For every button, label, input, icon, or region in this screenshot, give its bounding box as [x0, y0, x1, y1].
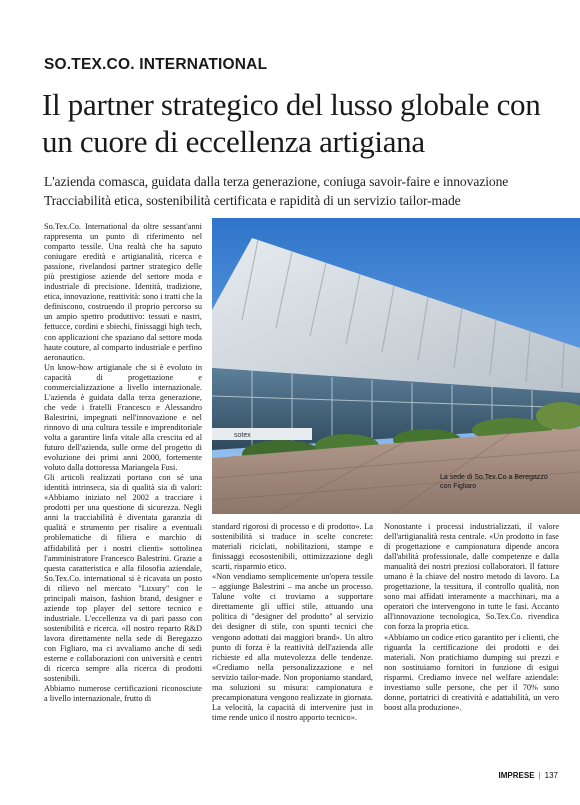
- article-column-3: [384, 522, 559, 713]
- headquarters-photo: [212, 218, 580, 514]
- standfirst: [44, 172, 569, 210]
- article-column-1: [44, 222, 202, 704]
- paragraph: standard rigorosi di processo e di prodotto». La sostenibilità si traduce in scelte concrete: materiali riciclati, nobilitazioni, stampe e finissaggi ecosostenibili, ottimizzazione degli scarti, risparmio etico.: [212, 522, 373, 572]
- kicker: SO.TEX.CO. INTERNATIONAL: [44, 56, 268, 73]
- standfirst-line-1: L'azienda comasca, guidata dalla terza generazione, coniuga savoir-faire e innovazione: [44, 174, 509, 189]
- standfirst-line-2: Tracciabilità etica, sostenibilità certificata e rapidità di un servizio tailor-made: [44, 193, 461, 208]
- article-column-2: [212, 522, 373, 723]
- page-number: 137: [544, 771, 558, 780]
- paragraph: «Non vendiamo semplicemente un'opera tessile – aggiunge Balestrini – ma anche un processo. Talune volte ci troviamo a supportare direttamente gli uffici stile, attuando una politica di "designer del prodotto" al servizio dei designer di stile, con spunti tecnici che vengono adottati dai maggiori brand». Un altro punto di forza è la reattività dell'azienda alle richieste ed alla mutevolezza delle tendenze. «Crediamo nella personalizzazione e nel servizio tailor-made. Non proponiamo standard, ma soluzioni su misura: campionatura e precampionatura vengono realizzate in giornata. La velocità, la capacità di intervenire just in time rende unico il nostro apporto tecnico».: [212, 572, 373, 722]
- paragraph: Abbiamo numerose certificazioni riconosciute a livello internazionale, frutto di: [44, 684, 202, 704]
- footer-separator: |: [538, 771, 541, 780]
- building-sign: sotex: [234, 432, 251, 439]
- paragraph: So.Tex.Co. International da oltre sessant'anni rappresenta un punto di riferimento nel comparto tessile. Una realtà che ha saputo coniugare eredità e artigianalità, ricerca e passione, rivelandosi partner strategico delle più prestigiose aziende del settore moda e industriale di precisione. Identità, tradizione, etica, innovazione, reattività: sono i tratti che la definiscono, costruendo il proprio percorso su un ampio spettro produttivo: tessuti e nastri, fettucce, cordini e sbiechi, finissaggi high tech, con applicazioni che spaziano dal settore moda haute couture, al comparto industriale e perfino aeronautico.: [44, 222, 202, 362]
- paragraph: Un know-how artigianale che si è evoluto in capacità di progettazione e commercializzazione a livello internazionale. L'azienda è guidata dalla terza generazione, che vede i fratelli Francesco e Alessandro Balestrini, impegnati nell'innovazione e nel rinnovo di una cultura tessile e imprenditoriale volta a garantire linfa vitale alla crescita ed al futuro dell'azienda, sulle orme del progetto di evoluzione dei primi anni 2000, fortemente voluto dalla dottoressa Mariangela Fusi.: [44, 362, 202, 473]
- headline: Il partner strategico del lusso globale con un cuore di eccellenza artigiana: [42, 87, 541, 159]
- paragraph: Nonostante i processi industrializzati, il valore dell'artigianalità resta centrale. «Un prodotto in fase di progettazione e campionatura dipende ancora dall'abilità professionale, dalle competenze e dalla manualità dei nostri preziosi collaboratori. Il fattore umano è la chiave del nostro metodo di lavoro. La progettazione, la tessitura, il controllo qualità, non sono mai affidati interamente a macchinari, ma a operatori che intervengono in tutte le fasi. Accanto all'innovazione tecnologica, So.Tex.Co. rivendica con forza la propria etica.: [384, 522, 559, 632]
- page-footer: [499, 771, 558, 780]
- photo-caption: La sede di So.Tex.Co a Beregazzo con Figliaro: [440, 474, 548, 490]
- paragraph: Gli articoli realizzati portano con sé una identità intrinseca, sia di qualità sia di valori: «Abbiamo iniziato nel 2002 a tracciare i prodotti per una questione di sicurezza. Negli anni la tracciabilità è diventata garanzia di qualità e strumento per risalire a eventuali problematiche di filiera e marchio di affidabilità per i nostri clienti» sottolinea l'amministratore Francesco Balestrini. Grazie a questa caratteristica e alla filosofia aziendale, So.Tex.Co. international si è ricavata un posto di rilievo nel mercato "Luxury" con le principali maison, fashion brand, designer e aziende top player del settore tecnico e industriale. L'eccellenza va di pari passo con sostenibilità e ricerca. «Il nostro reparto R&D lavora direttamente nella sede di Beregazzo con Figliaro, ma ci avvaliamo anche di sedi esterne e collaborazioni con università e centri di ricerca sempre alla ricerca di prodotti sostenibili.: [44, 473, 202, 684]
- section-name: IMPRESE: [498, 771, 535, 780]
- paragraph: «Abbiamo un codice etico garantito per i clienti, che riguarda la certificazione dei prodotti e dei materiali. Non pratichiamo dumping sui prezzi e non sostituiamo fornitori in funzione di esigui risparmi. Crediamo invece nel welfare aziendale: investiamo sulle persone, che per il 70% sono donne, portatrici di creatività e adattabilità, un vero boost alla produzione».: [384, 632, 559, 712]
